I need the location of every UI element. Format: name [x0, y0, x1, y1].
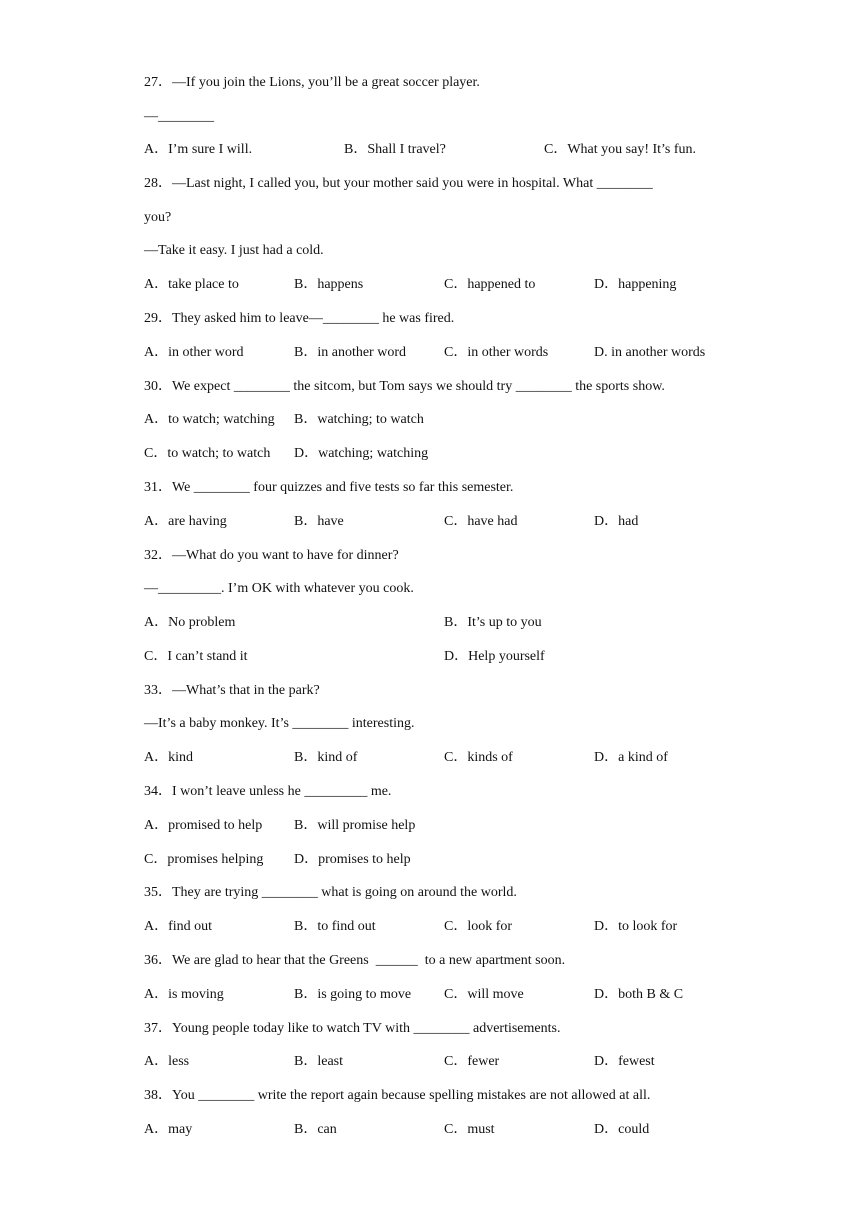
question-30-option-a: A．to watch; watching — [144, 412, 275, 427]
question-30-stem: 30．We expect ________ the sitcom, but Tom says we should try ________ the sports show. — [144, 379, 665, 394]
question-31-stem: 31．We ________ four quizzes and five tests so far this semester. — [144, 480, 514, 495]
question-28-option-b: B．happens — [294, 277, 364, 292]
question-37-option-c: C．fewer — [444, 1054, 500, 1069]
question-35-stem: 35．They are trying ________ what is going on around the world. — [144, 885, 517, 900]
question-38-option-a: A．may — [144, 1122, 193, 1137]
question-27-option-c: C．What you say! It’s fun. — [544, 142, 697, 157]
question-37-option-b: B．least — [294, 1054, 343, 1069]
question-33-option-c: C．kinds of — [444, 750, 513, 765]
question-35-option-a: A．find out — [144, 919, 213, 934]
question-27-response: —________ — [144, 109, 214, 124]
question-38-stem: 38．You ________ write the report again because spelling mistakes are not allowed at all. — [144, 1088, 651, 1103]
question-36-option-a: A．is moving — [144, 987, 224, 1002]
question-32-stem: 32．—What do you want to have for dinner? — [144, 548, 399, 563]
question-27-stem: 27．—If you join the Lions, you’ll be a great soccer player. — [144, 75, 480, 90]
question-29-option-b: B．in another word — [294, 345, 406, 360]
question-31-option-a: A．are having — [144, 514, 227, 529]
question-32-option-d: D．Help yourself — [444, 649, 545, 664]
question-28-option-a: A．take place to — [144, 277, 239, 292]
question-31-option-b: B．have — [294, 514, 344, 529]
question-34-option-a: A．promised to help — [144, 818, 263, 833]
question-32-option-b: B．It’s up to you — [444, 615, 542, 630]
question-30-option-d: D．watching; watching — [294, 446, 429, 461]
question-33-response: —It’s a baby monkey. It’s ________ interesting. — [144, 716, 415, 731]
question-38-option-c: C．must — [444, 1122, 495, 1137]
question-34-stem: 34．I won’t leave unless he _________ me. — [144, 784, 392, 799]
question-33-option-d: D．a kind of — [594, 750, 668, 765]
question-38-option-b: B．can — [294, 1122, 337, 1137]
question-34-option-b: B．will promise help — [294, 818, 416, 833]
question-32-response: —_________. I’m OK with whatever you cook. — [144, 581, 414, 596]
question-33-option-a: A．kind — [144, 750, 193, 765]
question-36-stem: 36．We are glad to hear that the Greens ______ to a new apartment soon. — [144, 953, 566, 968]
question-28-option-d: D．happening — [594, 277, 677, 292]
question-36-option-b: B．is going to move — [294, 987, 412, 1002]
question-35-option-b: B．to find out — [294, 919, 376, 934]
question-36-option-c: C．will move — [444, 987, 524, 1002]
question-37-option-a: A．less — [144, 1054, 190, 1069]
question-28-option-c: C．happened to — [444, 277, 536, 292]
question-32-option-c: C．I can’t stand it — [144, 649, 248, 664]
question-29-option-c: C．in other words — [444, 345, 549, 360]
question-35-option-d: D．to look for — [594, 919, 678, 934]
question-28-stem: 28．—Last night, I called you, but your mother said you were in hospital. What ________ — [144, 176, 653, 191]
question-34-option-c: C．promises helping — [144, 852, 264, 867]
question-36-option-d: D．both B & C — [594, 987, 684, 1002]
question-28-response: —Take it easy. I just had a cold. — [144, 243, 324, 258]
question-29-option-a: A．in other word — [144, 345, 244, 360]
question-31-option-d: D．had — [594, 514, 639, 529]
question-34-option-d: D．promises to help — [294, 852, 411, 867]
question-29-option-d: D. in another words — [594, 345, 706, 360]
question-31-option-c: C．have had — [444, 514, 518, 529]
question-33-option-b: B．kind of — [294, 750, 358, 765]
question-37-option-d: D．fewest — [594, 1054, 655, 1069]
question-30-option-c: C．to watch; to watch — [144, 446, 271, 461]
question-35-option-c: C．look for — [444, 919, 513, 934]
question-28-stem-continued: you? — [144, 210, 172, 225]
question-27-option-b: B．Shall I travel? — [344, 142, 446, 157]
question-38-option-d: D．could — [594, 1122, 650, 1137]
question-32-option-a: A．No problem — [144, 615, 236, 630]
question-30-option-b: B．watching; to watch — [294, 412, 424, 427]
question-33-stem: 33．—What’s that in the park? — [144, 683, 320, 698]
question-29-stem: 29．They asked him to leave—________ he was fired. — [144, 311, 455, 326]
question-27-option-a: A．I’m sure I will. — [144, 142, 253, 157]
question-37-stem: 37．Young people today like to watch TV with ________ advertisements. — [144, 1021, 561, 1036]
